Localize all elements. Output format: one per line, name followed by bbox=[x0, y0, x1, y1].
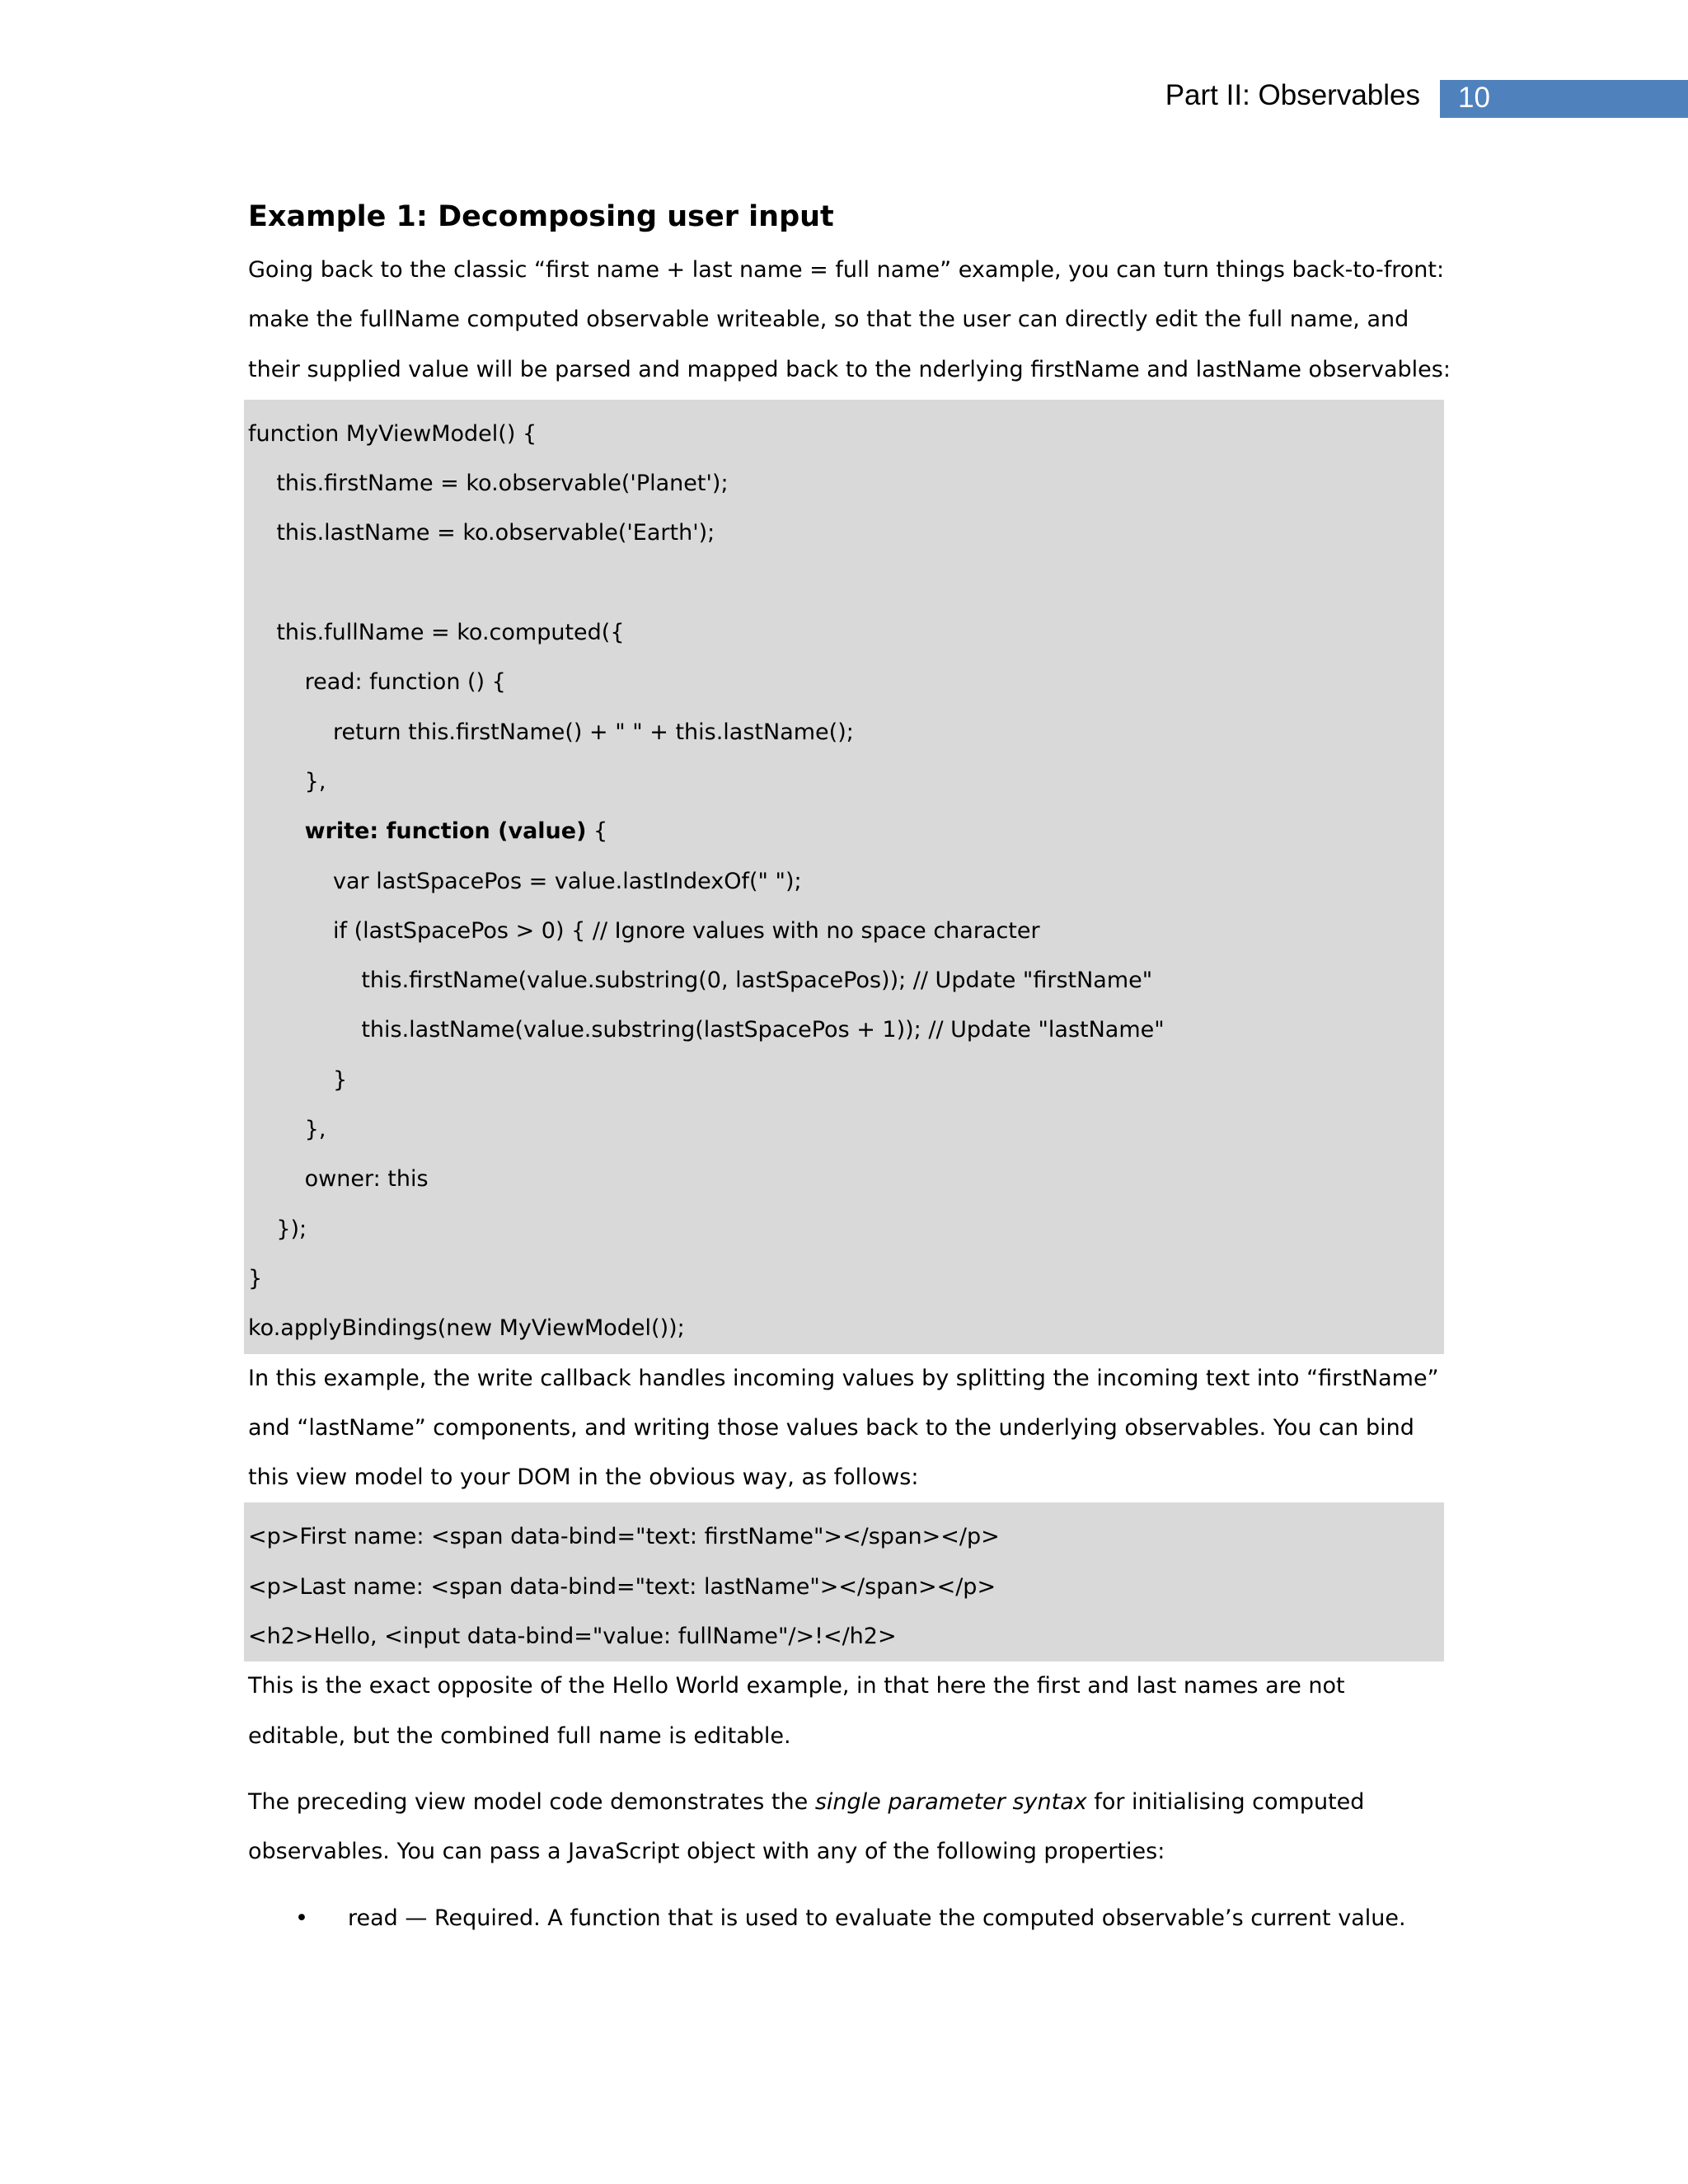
code-line: } bbox=[248, 1066, 348, 1093]
code-line: ko.applyBindings(new MyViewModel()); bbox=[248, 1315, 685, 1342]
code-line: this.firstName(value.substring(0, lastSpacePos)); // Update "firstName" bbox=[248, 968, 1153, 994]
bullet-text: read — Required. A function that is used to evaluate the computed observable’s current value. bbox=[348, 1905, 1406, 1931]
middle-line-3: this view model to your DOM in the obvious way, as follows: bbox=[248, 1465, 919, 1491]
code-line: <h2>Hello, <input data-bind="value: fullName"/>!</h2> bbox=[248, 1624, 897, 1650]
bullet-item bbox=[248, 1894, 1451, 1943]
syntax-line-2: observables. You can pass a JavaScript object with any of the following properties: bbox=[248, 1839, 1165, 1865]
code-line: if (lastSpacePos > 0) { // Ignore values with no space character bbox=[248, 917, 1040, 944]
page-content bbox=[248, 196, 1451, 1943]
write-bold-text: write: function (value) bbox=[304, 818, 587, 845]
code-line: <p>Last name: <span data-bind="text: lastName"></span></p> bbox=[248, 1573, 996, 1600]
code-line: }); bbox=[248, 1216, 307, 1242]
after-line-2: editable, but the combined full name is editable. bbox=[248, 1722, 791, 1749]
code-line: owner: this bbox=[248, 1166, 429, 1193]
code-line: } bbox=[248, 1265, 263, 1291]
middle-line-1: In this example, the write callback handles incoming values by splitting the incoming text into “firstName” bbox=[248, 1365, 1439, 1391]
syntax-text-before: The preceding view model code demonstrates the bbox=[248, 1788, 815, 1815]
code-line: this.lastName(value.substring(lastSpacePos + 1)); // Update "lastName" bbox=[248, 1017, 1165, 1043]
page-number: 10 bbox=[1458, 82, 1490, 114]
bullet-icon: • bbox=[295, 1905, 308, 1931]
running-header-title: Part II: Observables bbox=[1165, 79, 1420, 111]
code-block-markup bbox=[244, 1502, 1444, 1661]
paragraph-gap bbox=[248, 1761, 1451, 1778]
intro-line-3: their supplied value will be parsed and mapped back to the nderlying firstName and lastName observables: bbox=[248, 356, 1451, 382]
code-line: return this.firstName() + " " + this.lastName(); bbox=[248, 719, 854, 745]
section-heading: Example 1: Decomposing user input bbox=[248, 200, 834, 233]
intro-line-2: make the fullName computed observable writeable, so that the user can directly edit the full name, and bbox=[248, 307, 1409, 333]
after-line-1: This is the exact opposite of the Hello World example, in that here the first and last names are not bbox=[248, 1673, 1345, 1699]
code-line: this.lastName = ko.observable('Earth'); bbox=[248, 520, 715, 546]
syntax-line-1 bbox=[248, 1778, 1451, 1827]
page-number-box bbox=[1440, 80, 1688, 118]
code-line-blank bbox=[248, 559, 1444, 608]
middle-line-2: and “lastName” components, and writing those values back to the underlying observables. You can bind bbox=[248, 1414, 1414, 1441]
code-block-viewmodel bbox=[244, 400, 1444, 1354]
code-line: this.fullName = ko.computed({ bbox=[248, 620, 625, 646]
code-line: this.firstName = ko.observable('Planet'); bbox=[248, 471, 729, 497]
syntax-text-after: for initialising computed bbox=[1086, 1788, 1365, 1815]
code-line: <p>First name: <span data-bind="text: firstName"></span></p> bbox=[248, 1524, 1000, 1550]
code-line: function MyViewModel() { bbox=[248, 420, 537, 447]
write-rest-text: { bbox=[586, 818, 608, 845]
syntax-italic-term: single parameter syntax bbox=[814, 1788, 1087, 1815]
code-line: var lastSpacePos = value.lastIndexOf(" "); bbox=[248, 868, 802, 894]
code-line-write bbox=[248, 807, 1444, 856]
write-indent bbox=[248, 818, 305, 844]
code-line: read: function () { bbox=[248, 669, 506, 696]
code-line: }, bbox=[248, 768, 326, 794]
code-line: }, bbox=[248, 1117, 326, 1143]
intro-line-1: Going back to the classic “first name + last name = full name” example, you can turn things back-to-front: bbox=[248, 257, 1445, 283]
